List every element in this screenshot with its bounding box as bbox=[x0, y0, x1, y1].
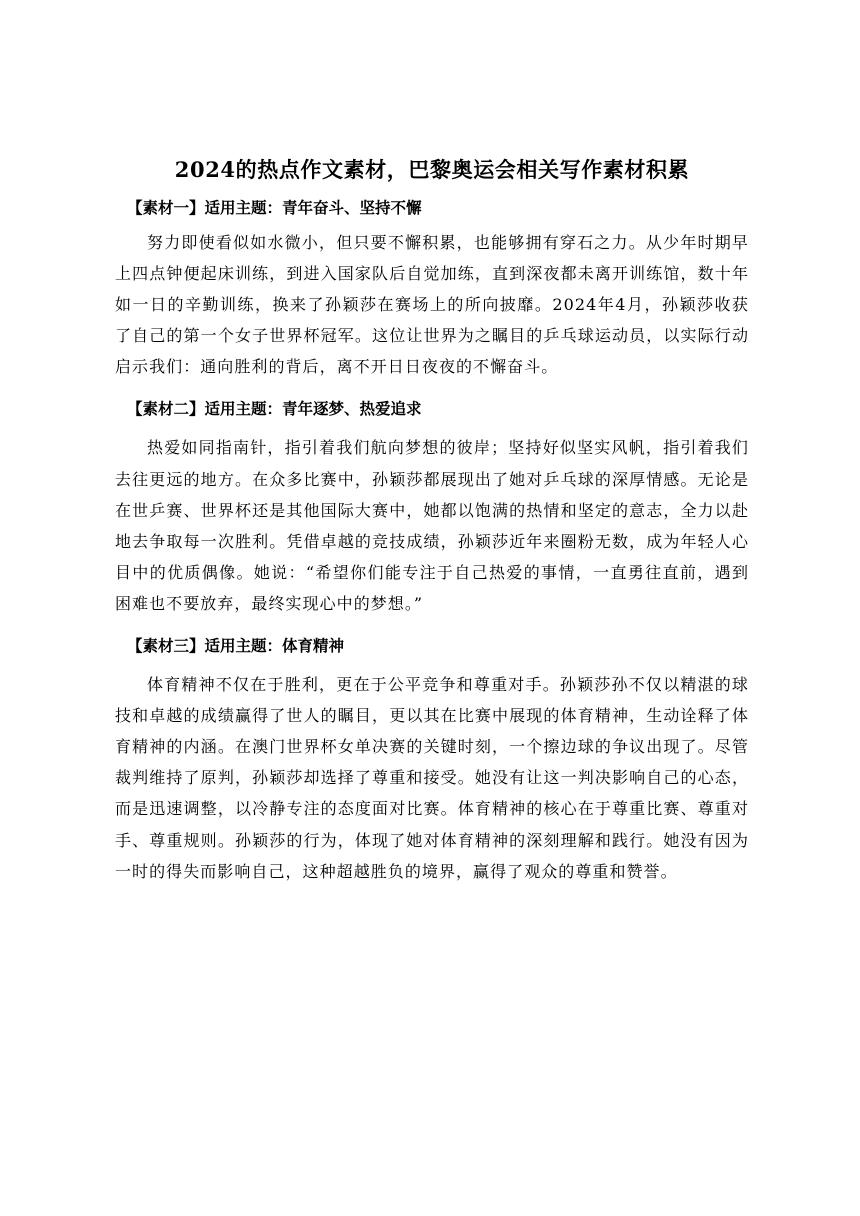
section-paragraph-3: 体育精神不仅在于胜利，更在于公平竞争和尊重对手。孙颖莎孙不仅以精湛的球技和卓越的成绩赢得了世人的瞩目，更以其在比赛中展现的体育精神，生动诠释了体育精神的内涵。在澳门世界杯女单决赛的关键时刻，一个擦边球的争议出现了。尽管裁判维持了原判，孙颖莎却选择了尊重和接受。她没有让这一判决影响自己的心态，而是迅速调整，以冷静专注的态度面对比赛。体育精神的核心在于尊重比赛、尊重对手、尊重规则。孙颖莎的行为，体现了她对体育精神的深刻理解和践行。她没有因为一时的得失而影响自己，这种超越胜负的境界，赢得了观众的尊重和赞誉。 bbox=[115, 675, 749, 881]
section-paragraph-2: 热爱如同指南针，指引着我们航向梦想的彼岸；坚持好似坚实风帆，指引着我们去往更远的地方。在众多比赛中，孙颖莎都展现出了她对乒乓球的深厚情感。无论是在世乒赛、世界杯还是其他国际大赛中，她都以饱满的热情和坚定的意志，全力以赴地去争取每一次胜利。凭借卓越的竞技成绩，孙颖莎近年来圈粉无数，成为年轻人心目中的优质偶像。她说：“希望你们能专注于自己热爱的事情，一直勇往直前，遇到困难也不要放弃，最终实现心中的梦想。” bbox=[115, 438, 749, 613]
section-heading-3: 【素材三】适用主题：体育精神 bbox=[127, 636, 345, 656]
section-paragraph-1: 努力即使看似如水微小，但只要不懈积累，也能够拥有穿石之力。从少年时期早上四点钟便起床训练，到进入国家队后自觉加练，直到深夜都未离开训练馆，数十年如一日的辛勤训练，换来了孙颖莎在赛场上的所向披靡。2024年4月，孙颖莎收获了自己的第一个女子世界杯冠军。这位让世界为之瞩目的乒乓球运动员，以实际行动启示我们：通向胜利的背后，离不开日日夜夜的不懈奋斗。 bbox=[115, 233, 749, 377]
document-title: 2024的热点作文素材，巴黎奥运会相关写作素材积累 bbox=[174, 157, 690, 182]
section-heading-2: 【素材二】适用主题：青年逐梦、热爱追求 bbox=[127, 399, 422, 419]
document-body bbox=[115, 150, 749, 887]
section-heading-1: 【素材一】适用主题：青年奋斗、坚持不懈 bbox=[127, 198, 422, 217]
